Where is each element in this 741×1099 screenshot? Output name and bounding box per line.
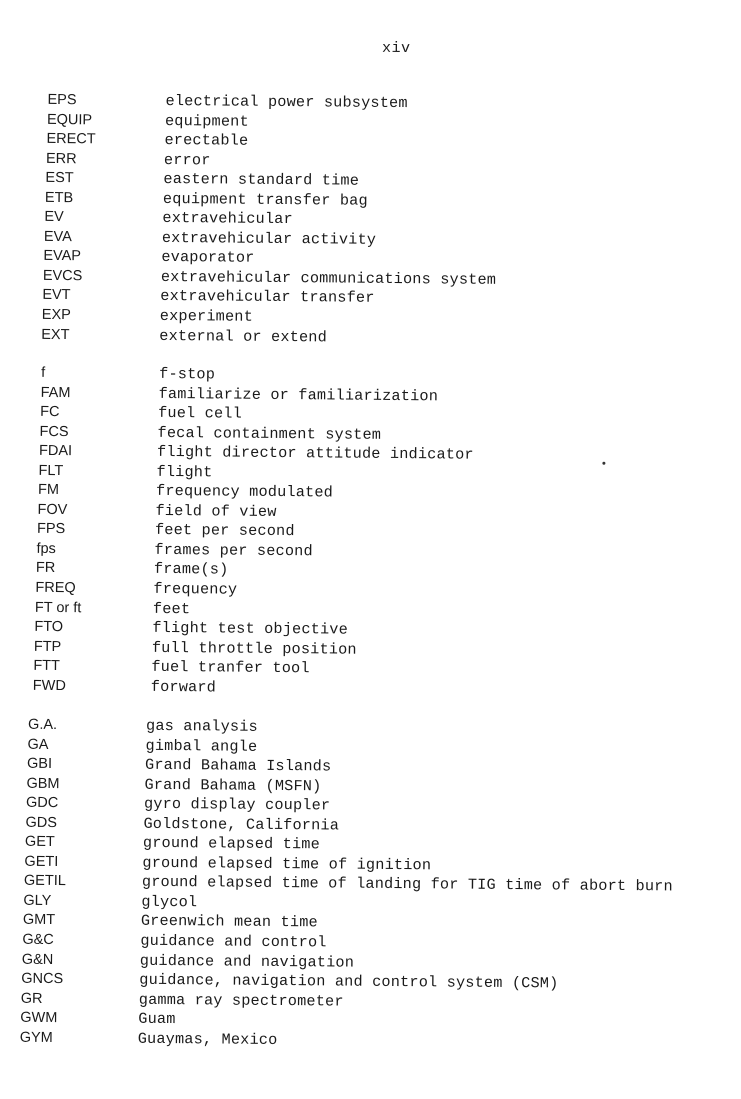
- abbreviation: GMT: [22, 912, 56, 929]
- definition: ground elapsed time of ignition: [142, 853, 432, 875]
- definition: extravehicular transfer: [160, 287, 375, 308]
- abbreviation: EVAP: [43, 248, 82, 265]
- definition: gimbal angle: [145, 736, 258, 756]
- abbreviation: FM: [37, 482, 60, 499]
- definition: frequency: [153, 579, 238, 599]
- definition: Grand Bahama Islands: [144, 755, 332, 776]
- definition: Grand Bahama (MSFN): [144, 775, 322, 795]
- definition: guidance and navigation: [139, 951, 355, 972]
- abbreviation: FOV: [37, 501, 68, 518]
- abbreviation: GETIL: [23, 873, 66, 890]
- definition: gamma ray spectrometer: [138, 990, 344, 1011]
- abbreviation: FR: [35, 560, 56, 577]
- definition: gas analysis: [146, 716, 258, 736]
- abbreviation: GBM: [26, 775, 60, 792]
- abbreviation: EXP: [41, 306, 71, 324]
- abbreviation: EPS: [47, 91, 77, 109]
- abbreviation: EVT: [42, 287, 71, 304]
- abbreviation: EXT: [41, 326, 70, 343]
- definition: full throttle position: [151, 638, 357, 659]
- definition: fuel cell: [158, 403, 243, 423]
- definition: extravehicular: [162, 209, 293, 229]
- definition: f-stop: [159, 364, 216, 384]
- abbreviation: FT or ft: [34, 599, 82, 616]
- definition: Goldstone, California: [143, 814, 340, 835]
- definition: eastern standard time: [163, 170, 360, 190]
- definition: frame(s): [153, 560, 229, 579]
- abbreviation: FTO: [34, 618, 64, 636]
- abbreviation: EVCS: [42, 267, 83, 285]
- section-g: [0, 715, 735, 1054]
- abbreviation: ETB: [44, 189, 74, 206]
- abbreviation: G&N: [21, 951, 54, 968]
- abbreviation: GA: [27, 736, 49, 753]
- definition: gyro display coupler: [143, 794, 331, 815]
- abbreviation: GNCS: [21, 970, 64, 988]
- definition: ground elapsed time of landing for TIG time of abort burn: [141, 873, 673, 896]
- abbreviation: FREQ: [35, 579, 76, 597]
- definition: feet per second: [154, 521, 295, 541]
- definition: equipment: [164, 111, 249, 131]
- definition: forward: [150, 677, 217, 697]
- stray-mark: [602, 462, 605, 465]
- definition: frequency modulated: [155, 482, 334, 502]
- definition: flight: [156, 462, 213, 482]
- definition: Greenwich mean time: [140, 912, 318, 932]
- definition: ground elapsed time: [142, 834, 321, 854]
- definition: error: [163, 150, 211, 169]
- definition: flight director attitude indicator: [156, 443, 474, 464]
- abbreviation: f: [41, 364, 46, 381]
- abbreviation: FWD: [32, 677, 66, 694]
- definition: fuel tranfer tool: [151, 658, 310, 678]
- definition: flight test objective: [152, 618, 349, 639]
- section-e: [0, 91, 741, 352]
- definition: field of view: [155, 501, 277, 521]
- definition: extravehicular communications system: [160, 267, 497, 289]
- definition: fecal containment system: [157, 423, 382, 444]
- abbreviation: GBI: [26, 755, 53, 773]
- definition: experiment: [159, 306, 254, 326]
- abbreviation: ERR: [45, 150, 77, 167]
- abbreviation: FPS: [36, 521, 66, 538]
- abbreviation: FTP: [33, 638, 62, 655]
- abbreviation: GLY: [23, 892, 52, 909]
- abbreviation: FAM: [40, 384, 71, 401]
- abbreviation: FLT: [38, 462, 64, 479]
- definition: evaporator: [161, 248, 255, 268]
- abbreviation: GDS: [25, 814, 57, 831]
- definition: erectable: [164, 131, 249, 150]
- section-f: [0, 363, 738, 702]
- abbreviation: FC: [40, 403, 60, 421]
- definition: Guam: [138, 1009, 176, 1029]
- abbreviation: GDC: [25, 794, 59, 812]
- abbreviation: GYM: [19, 1029, 53, 1046]
- definition: glycol: [141, 892, 198, 912]
- abbreviation: ERECT: [46, 131, 96, 148]
- abbreviation: FDAI: [39, 443, 73, 460]
- definition: extravehicular activity: [161, 228, 377, 249]
- abbreviation: FTT: [33, 658, 61, 675]
- abbreviation: GET: [24, 834, 55, 851]
- abbreviation: EST: [45, 170, 74, 187]
- abbreviation: GETI: [24, 853, 59, 870]
- definition: Guaymas, Mexico: [137, 1029, 278, 1049]
- abbreviation: EVA: [43, 228, 72, 245]
- abbreviation: FCS: [39, 423, 69, 440]
- abbreviation: EV: [44, 209, 64, 226]
- definition: external or extend: [159, 326, 328, 346]
- abbreviation: fps: [36, 540, 56, 557]
- abbreviation: GWM: [20, 1009, 58, 1027]
- abbreviation: EQUIP: [46, 111, 93, 128]
- definition: electrical power subsystem: [165, 91, 408, 113]
- abbreviation: G.A.: [28, 716, 58, 734]
- definition: frames per second: [154, 540, 313, 561]
- abbreviation: GR: [20, 990, 43, 1007]
- abbreviation: G&C: [22, 931, 54, 949]
- page-number: xiv: [381, 39, 411, 58]
- definition: familiarize or familiarization: [158, 384, 439, 405]
- definition: guidance, navigation and control system (CSM): [139, 970, 559, 993]
- definition: feet: [152, 599, 191, 618]
- definition: equipment transfer bag: [162, 189, 368, 210]
- definition: guidance and control: [140, 931, 327, 952]
